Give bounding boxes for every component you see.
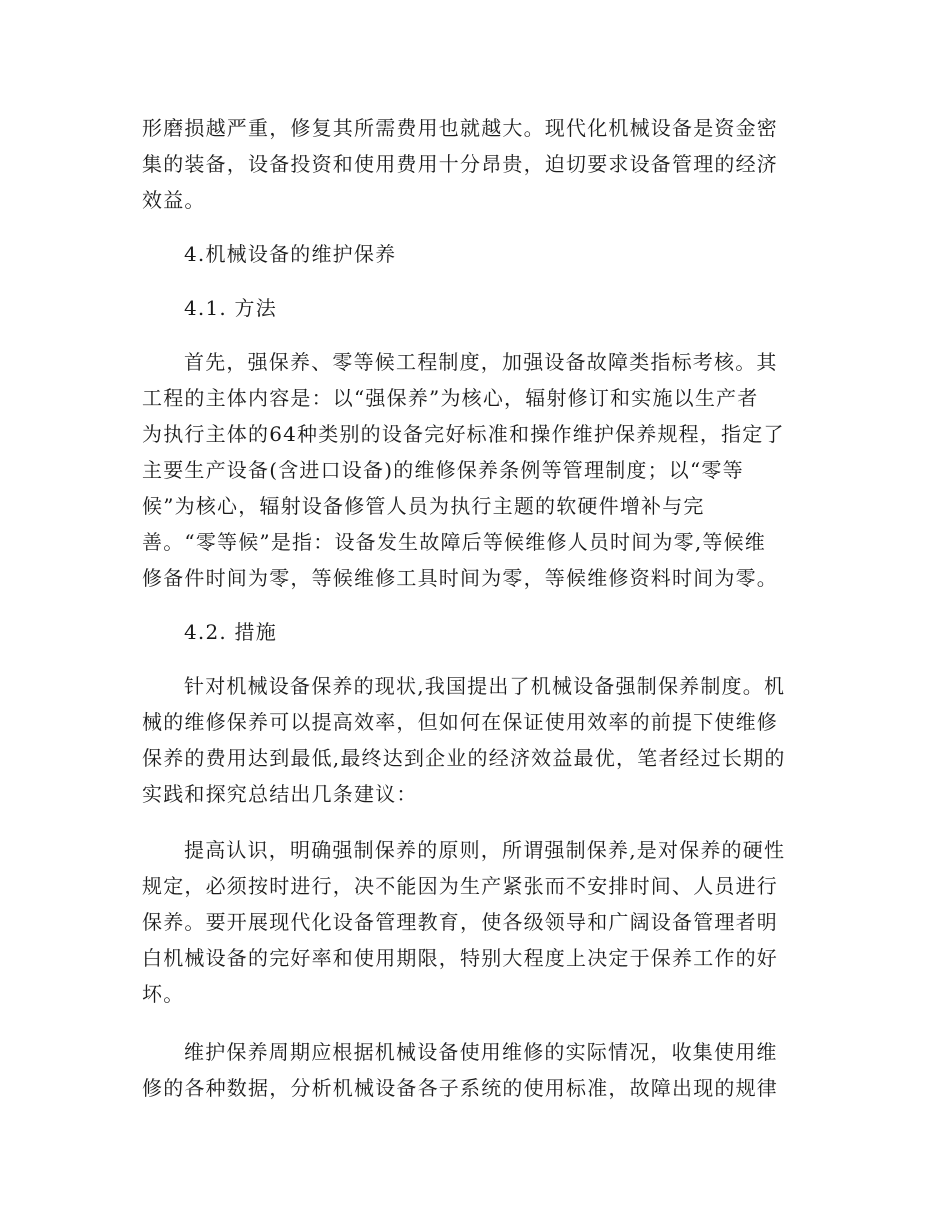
text-line: 修的各种数据，分析机械设备各子系统的使用标准，故障出现的规律 — [142, 1076, 778, 1100]
text-line: 维护保养周期应根据机械设备使用维修的实际情况，收集使用维 — [184, 1040, 778, 1064]
text-line: 为执行主体的64种类别的设备完好标准和操作维护保养规程，指定了 — [142, 422, 785, 446]
text-line: 针对机械设备保养的现状,我国提出了机械设备强制保养制度。机 — [184, 674, 786, 698]
text-line: 首先，强保养、零等候工程制度，加强设备故障类指标考核。其 — [184, 350, 778, 374]
paragraph-method — [142, 344, 812, 596]
document-page — [142, 110, 812, 1106]
text-line: 实践和探究总结出几条建议： — [142, 782, 418, 806]
text-line: 效益。 — [142, 188, 206, 212]
text-line: 集的装备，设备投资和使用费用十分昂贵，迫切要求设备管理的经济 — [142, 152, 778, 176]
heading-text: 4.1. 方法 — [184, 296, 277, 320]
text-line: 工程的主体内容是：以“强保养”为核心，辐射修订和实施以生产者 — [142, 386, 759, 410]
text-line: 形磨损越严重，修复其所需费用也就越大。现代化机械设备是资金密 — [142, 116, 778, 140]
paragraph-awareness — [142, 832, 812, 1012]
text-line: 候”为核心，辐射设备修管人员为执行主题的软硬件增补与完 — [142, 494, 705, 518]
paragraph-cycle — [142, 1034, 812, 1106]
text-line: 保养。要开展现代化设备管理教育，使各级领导和广阔设备管理者明 — [142, 910, 778, 934]
text-line: 坏。 — [142, 982, 185, 1006]
heading-text: 4.2. 措施 — [184, 620, 277, 644]
paragraph-measures — [142, 668, 812, 812]
subsection-heading-4-1 — [142, 290, 812, 326]
text-line: 规定，必须按时进行，决不能因为生产紧张而不安排时间、人员进行 — [142, 874, 778, 898]
text-line: 保养的费用达到最低,最终达到企业的经济效益最优，笔者经过长期的 — [142, 746, 786, 770]
section-heading-4 — [142, 236, 812, 272]
paragraph-continued — [142, 110, 812, 218]
text-line: 械的维修保养可以提高效率，但如何在保证使用效率的前提下使维修 — [142, 710, 778, 734]
text-line: 善。“零等候”是指：设备发生故障后等候维修人员时间为零,等候维 — [142, 530, 767, 554]
text-line: 主要生产设备(含进口设备)的维修保养条例等管理制度；以“零等 — [142, 458, 744, 482]
text-line: 修备件时间为零，等候维修工具时间为零，等候维修资料时间为零。 — [142, 566, 778, 590]
subsection-heading-4-2 — [142, 614, 812, 650]
heading-text: 4.机械设备的维护保养 — [184, 242, 397, 266]
text-line: 提高认识，明确强制保养的原则，所谓强制保养,是对保养的硬性 — [184, 838, 786, 862]
text-line: 白机械设备的完好率和使用期限，特别大程度上决定于保养工作的好 — [142, 946, 778, 970]
